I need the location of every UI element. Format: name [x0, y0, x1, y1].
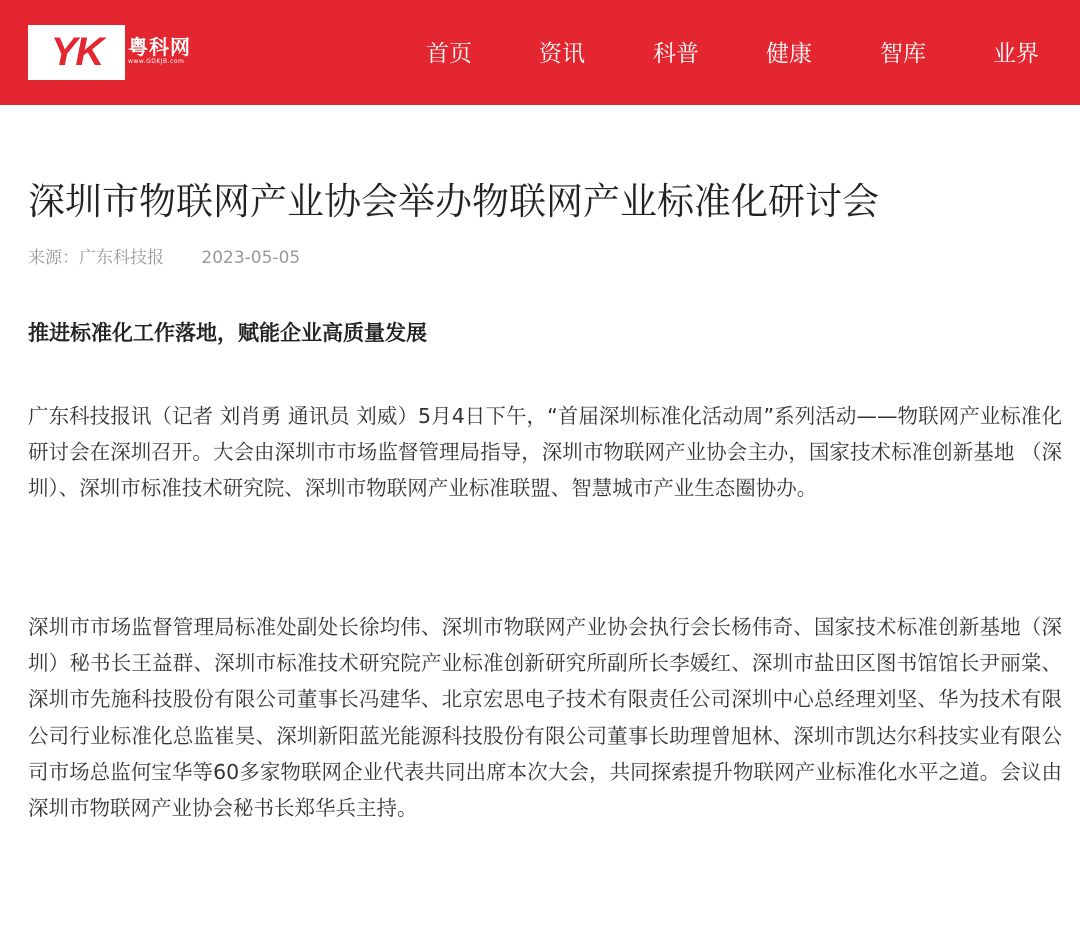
logo-url: www.GDKJB.com: [128, 58, 185, 65]
main-nav: [380, 0, 1080, 105]
article-subtitle: 推进标准化工作落地，赋能企业高质量发展: [28, 320, 427, 345]
article-meta: [28, 245, 300, 271]
site-logo[interactable]: [28, 25, 125, 80]
logo-mark: YK: [50, 30, 103, 74]
article-title: 深圳市物联网产业协会举办物联网产业标准化研讨会: [28, 180, 879, 223]
article-paragraph: 广东科技报讯（记者 刘肖勇 通讯员 刘威）5月4日下午，“首届深圳标准化活动周”系列活动——物联网产业标准化研讨会在深圳召开。大会由深圳市市场监督管理局指导，深圳市物联网产业协会主办，国家技术标准创新基地 （深圳）、深圳市标准技术研究院、深圳市物联网产业标准联盟、智慧城市产业生态圈协办。: [28, 404, 1062, 501]
nav-item-health[interactable]: 健康: [766, 41, 812, 67]
article-paragraph: 深圳市市场监督管理局标准处副处长徐均伟、深圳市物联网产业协会执行会长杨伟奇、国家技术标准创新基地（深圳）秘书长王益群、深圳市标准技术研究院产业标准创新研究所副所长李媛红、深圳市盐田区图书馆馆长尹丽棠、深圳市先施科技股份有限公司董事长冯建华、北京宏思电子技术有限责任公司深圳中心总经理刘坚、华为技术有限公司行业标准化总监崔昊、深圳新阳蓝光能源科技股份有限公司董事长助理曾旭林、深圳市凯达尔科技实业有限公司市场总监何宝华等60多家物联网企业代表共同出席本次大会，共同探索提升物联网产业标准化水平之道。会议由深圳市物联网产业协会秘书长郑华兵主持。: [28, 615, 1062, 821]
nav-item-industry[interactable]: 业界: [993, 41, 1039, 67]
article-date: 2023-05-05: [201, 248, 301, 268]
nav-item-think-tank[interactable]: 智库: [880, 41, 926, 67]
logo-text[interactable]: [128, 36, 191, 66]
nav-item-news[interactable]: 资讯: [539, 41, 585, 67]
nav-item-home[interactable]: 首页: [426, 41, 472, 67]
site-header: [0, 0, 1080, 105]
article-source: 来源：广东科技报: [28, 248, 164, 268]
logo-name: 粤科网: [128, 35, 191, 59]
nav-item-science[interactable]: 科普: [653, 41, 699, 67]
